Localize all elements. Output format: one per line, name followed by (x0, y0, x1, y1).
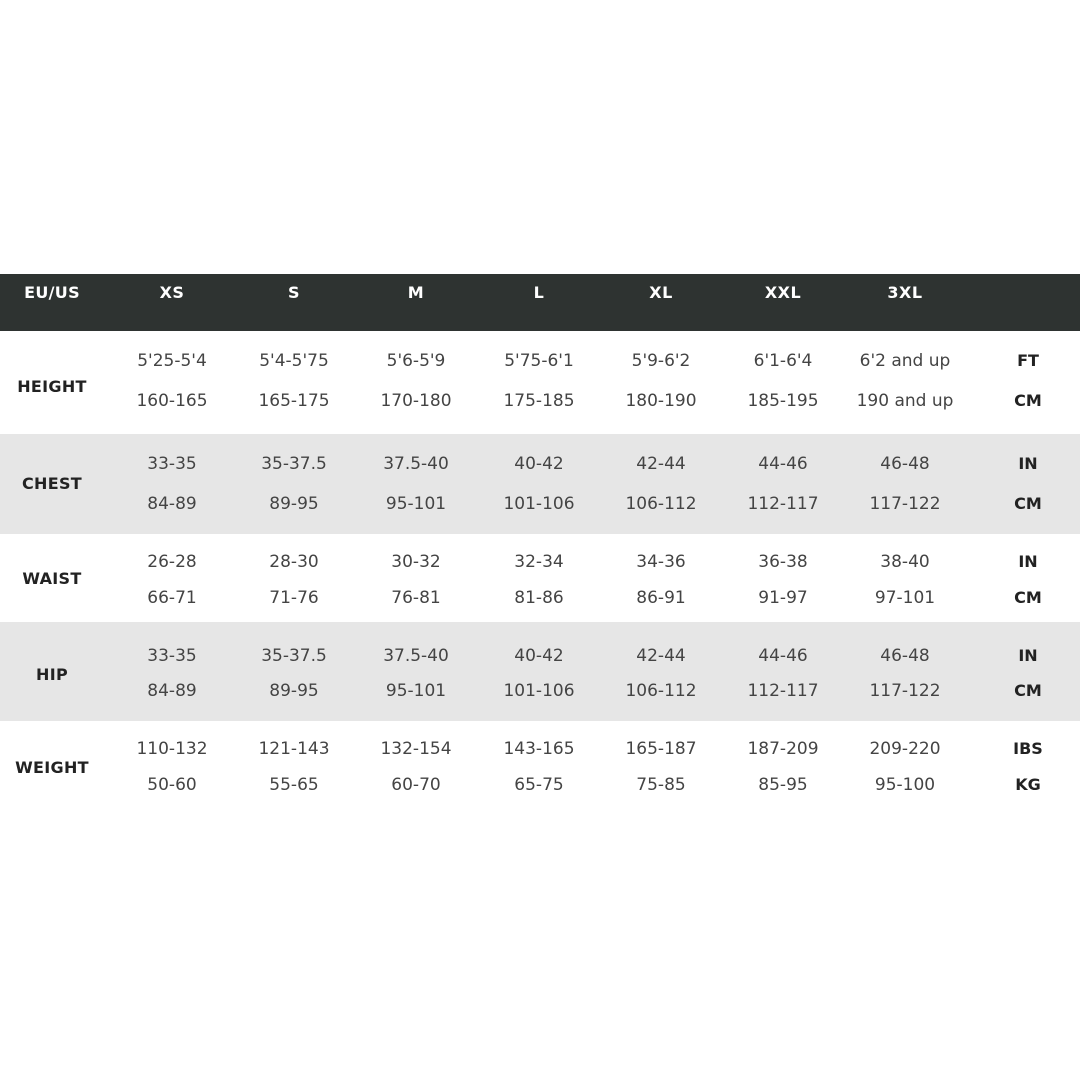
row-label-height: HEIGHT (17, 377, 87, 396)
value-cell: 117-122 (869, 681, 941, 701)
unit-label: CM (1014, 494, 1042, 513)
value-cell: 50-60 (147, 775, 197, 795)
value-cell: 180-190 (625, 391, 697, 411)
value-cell: 106-112 (625, 494, 697, 514)
size-header-l: L (533, 283, 545, 302)
row-label-chest: CHEST (22, 474, 82, 493)
value-cell: 95-100 (874, 775, 936, 795)
value-cell: 33-35 (147, 454, 197, 474)
value-cell: 95-101 (385, 494, 447, 514)
value-cell: 85-95 (758, 775, 808, 795)
value-cell: 175-185 (503, 391, 575, 411)
value-cell: 86-91 (636, 588, 686, 608)
size-header-xs: XS (159, 283, 185, 302)
value-cell: 112-117 (747, 681, 819, 701)
unit-label: IN (1018, 552, 1038, 571)
value-cell: 71-76 (269, 588, 319, 608)
value-cell: 44-46 (758, 454, 808, 474)
measure-row-waist (0, 534, 1080, 622)
region-header: EU/US (24, 283, 80, 302)
unit-label: IN (1018, 454, 1038, 473)
value-cell: 112-117 (747, 494, 819, 514)
unit-label: IBS (1013, 739, 1043, 758)
value-cell: 89-95 (269, 681, 319, 701)
unit-label: CM (1014, 391, 1042, 410)
value-cell: 5'75-6'1 (504, 351, 574, 371)
value-cell: 190 and up (856, 391, 954, 411)
value-cell: 38-40 (880, 552, 930, 572)
value-cell: 65-75 (514, 775, 564, 795)
measurement-rows (0, 331, 1080, 813)
size-header-xxl: XXL (764, 283, 802, 302)
size-header-row (0, 274, 1080, 331)
value-cell: 5'9-6'2 (631, 351, 691, 371)
size-header-s: S (287, 283, 301, 302)
value-cell: 44-46 (758, 646, 808, 666)
size-header-xl: XL (649, 283, 673, 302)
value-cell: 143-165 (503, 739, 575, 759)
value-cell: 84-89 (147, 494, 197, 514)
value-cell: 91-97 (758, 588, 808, 608)
value-cell: 117-122 (869, 494, 941, 514)
row-label-hip: HIP (36, 665, 68, 684)
value-cell: 5'6-5'9 (386, 351, 446, 371)
value-cell: 132-154 (380, 739, 452, 759)
value-cell: 165-187 (625, 739, 697, 759)
unit-label: FT (1017, 351, 1039, 370)
value-cell: 37.5-40 (383, 454, 449, 474)
measure-row-weight (0, 721, 1080, 813)
value-cell: 5'25-5'4 (137, 351, 207, 371)
unit-label: KG (1015, 775, 1041, 794)
measure-row-hip (0, 622, 1080, 721)
value-cell: 101-106 (503, 681, 575, 701)
value-cell: 60-70 (391, 775, 441, 795)
value-cell: 95-101 (385, 681, 447, 701)
value-cell: 6'2 and up (859, 351, 951, 371)
value-cell: 26-28 (147, 552, 197, 572)
size-chart-table (0, 274, 1080, 813)
value-cell: 187-209 (747, 739, 819, 759)
value-cell: 36-38 (758, 552, 808, 572)
value-cell: 40-42 (514, 646, 564, 666)
value-cell: 89-95 (269, 494, 319, 514)
value-cell: 46-48 (880, 454, 930, 474)
value-cell: 81-86 (514, 588, 564, 608)
value-cell: 55-65 (269, 775, 319, 795)
value-cell: 28-30 (269, 552, 319, 572)
value-cell: 5'4-5'75 (259, 351, 329, 371)
value-cell: 101-106 (503, 494, 575, 514)
value-cell: 30-32 (391, 552, 441, 572)
value-cell: 6'1-6'4 (753, 351, 813, 371)
value-cell: 160-165 (136, 391, 208, 411)
value-cell: 66-71 (147, 588, 197, 608)
value-cell: 46-48 (880, 646, 930, 666)
measure-row-chest (0, 434, 1080, 534)
value-cell: 35-37.5 (261, 646, 327, 666)
measure-row-height (0, 331, 1080, 434)
row-label-waist: WAIST (22, 569, 82, 588)
unit-label: CM (1014, 588, 1042, 607)
value-cell: 97-101 (874, 588, 936, 608)
size-header-m: M (407, 283, 425, 302)
unit-label: IN (1018, 646, 1038, 665)
value-cell: 32-34 (514, 552, 564, 572)
value-cell: 42-44 (636, 646, 686, 666)
value-cell: 106-112 (625, 681, 697, 701)
value-cell: 121-143 (258, 739, 330, 759)
value-cell: 209-220 (869, 739, 941, 759)
value-cell: 33-35 (147, 646, 197, 666)
value-cell: 170-180 (380, 391, 452, 411)
value-cell: 37.5-40 (383, 646, 449, 666)
value-cell: 110-132 (136, 739, 208, 759)
value-cell: 165-175 (258, 391, 330, 411)
unit-label: CM (1014, 681, 1042, 700)
value-cell: 35-37.5 (261, 454, 327, 474)
value-cell: 40-42 (514, 454, 564, 474)
value-cell: 185-195 (747, 391, 819, 411)
value-cell: 42-44 (636, 454, 686, 474)
value-cell: 75-85 (636, 775, 686, 795)
value-cell: 76-81 (391, 588, 441, 608)
value-cell: 34-36 (636, 552, 686, 572)
row-label-weight: WEIGHT (15, 758, 89, 777)
size-header-3xl: 3XL (887, 283, 923, 302)
value-cell: 84-89 (147, 681, 197, 701)
